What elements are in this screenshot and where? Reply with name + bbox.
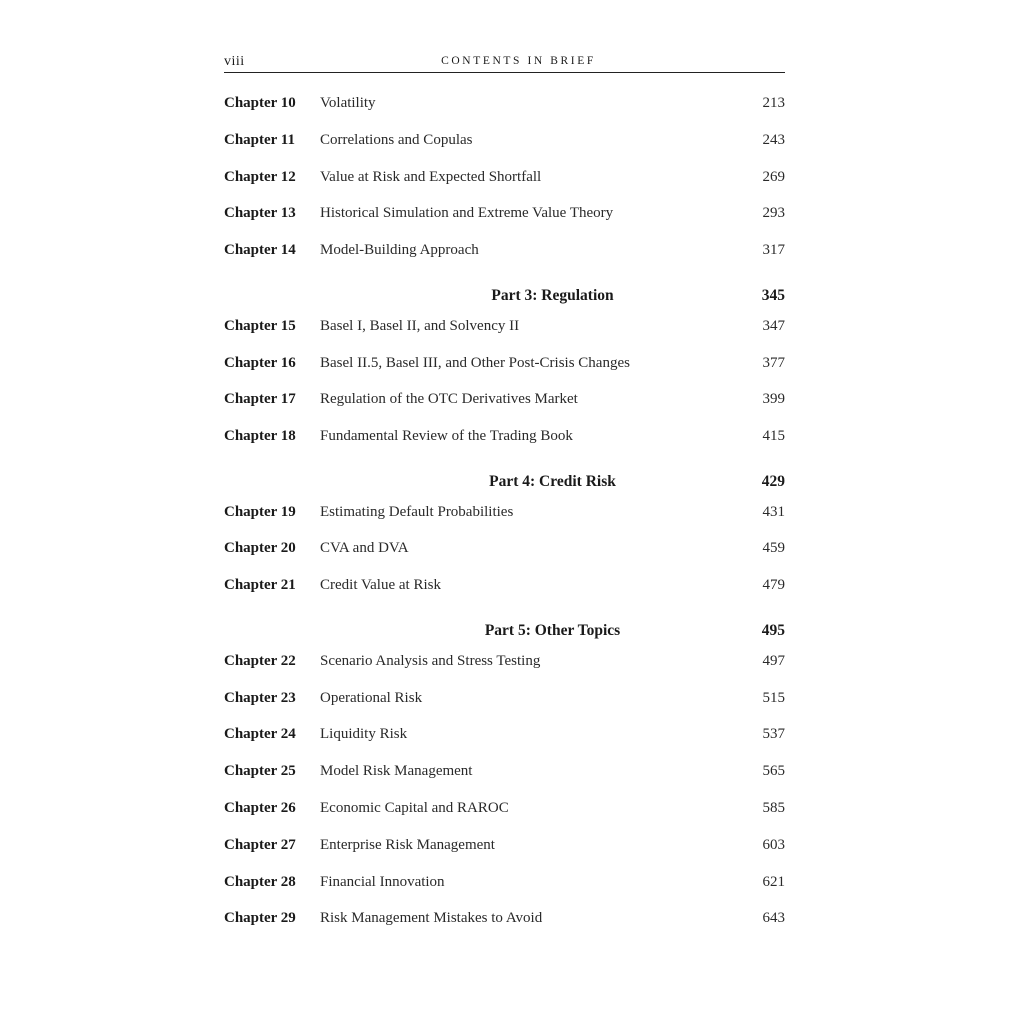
chapter-row <box>224 651 785 671</box>
chapter-label: Chapter 21 <box>224 577 296 594</box>
chapter-page-number: 415 <box>762 428 785 445</box>
chapter-row <box>224 688 785 708</box>
chapter-title: Model-Building Approach <box>320 242 479 259</box>
chapter-page-number: 603 <box>762 836 785 853</box>
chapter-page-number: 317 <box>762 242 785 259</box>
chapter-label: Chapter 26 <box>224 799 296 816</box>
chapter-title: Regulation of the OTC Derivatives Market <box>320 391 578 408</box>
chapter-page-number: 399 <box>762 391 785 408</box>
chapter-page-number: 497 <box>762 652 785 669</box>
chapter-title: CVA and DVA <box>320 540 409 557</box>
chapter-label: Chapter 20 <box>224 540 296 557</box>
part-heading <box>224 286 785 306</box>
part-page-number: 495 <box>761 621 785 639</box>
chapter-row <box>224 426 785 446</box>
chapter-label: Chapter 14 <box>224 242 296 259</box>
part-title: Part 4: Credit Risk <box>489 472 616 490</box>
chapter-title: Fundamental Review of the Trading Book <box>320 428 573 445</box>
page-number: viii <box>224 54 245 69</box>
chapter-page-number: 479 <box>762 577 785 594</box>
chapter-page-number: 377 <box>762 354 785 371</box>
chapter-title: Liquidity Risk <box>320 726 408 743</box>
chapter-label: Chapter 29 <box>224 910 296 927</box>
part-title: Part 5: Other Topics <box>484 621 621 639</box>
chapter-row <box>224 130 785 150</box>
chapter-title: Risk Management Mistakes to Avoid <box>320 910 543 927</box>
part-page-number: 345 <box>761 286 785 304</box>
chapter-title: Basel I, Basel II, and Solvency II <box>320 317 520 334</box>
chapter-row <box>224 908 785 928</box>
chapter-title: Correlations and Copulas <box>320 131 473 148</box>
chapter-label: Chapter 17 <box>224 391 296 408</box>
chapter-row <box>224 872 785 892</box>
chapter-page-number: 537 <box>762 726 785 743</box>
chapter-page-number: 585 <box>762 799 785 816</box>
chapter-label: Chapter 25 <box>224 763 296 780</box>
chapter-page-number: 643 <box>762 910 785 927</box>
chapter-row <box>224 353 785 373</box>
chapter-page-number: 515 <box>762 689 785 706</box>
chapter-row <box>224 724 785 744</box>
part-page-number: 429 <box>761 472 785 490</box>
chapter-row <box>224 835 785 855</box>
chapter-title: Operational Risk <box>320 689 423 706</box>
chapter-title: Financial Innovation <box>320 873 445 890</box>
running-title: CONTENTS IN BRIEF <box>441 55 596 67</box>
chapter-label: Chapter 10 <box>224 95 296 111</box>
chapter-row <box>224 316 785 336</box>
chapter-title: Volatility <box>320 95 376 111</box>
chapter-row <box>224 167 785 187</box>
running-head <box>224 52 785 73</box>
chapter-row <box>224 502 785 522</box>
chapter-page-number: 269 <box>762 168 785 185</box>
part-heading <box>224 621 785 641</box>
chapter-label: Chapter 13 <box>224 205 296 222</box>
chapter-label: Chapter 22 <box>224 652 296 669</box>
chapter-row <box>224 93 785 113</box>
chapter-row <box>224 761 785 781</box>
chapter-row <box>224 389 785 409</box>
chapter-page-number: 243 <box>762 131 785 148</box>
chapter-label: Chapter 28 <box>224 873 296 890</box>
chapter-label: Chapter 18 <box>224 428 296 445</box>
chapter-row <box>224 575 785 595</box>
chapter-page-number: 293 <box>762 205 785 222</box>
chapter-label: Chapter 16 <box>224 354 296 371</box>
chapter-title: Economic Capital and RAROC <box>320 799 509 816</box>
chapter-label: Chapter 23 <box>224 689 296 706</box>
chapter-row <box>224 203 785 223</box>
part-heading <box>224 472 785 492</box>
chapter-row <box>224 240 785 260</box>
chapter-page-number: 621 <box>762 873 785 890</box>
chapter-label: Chapter 24 <box>224 726 296 743</box>
chapter-page-number: 347 <box>762 317 785 334</box>
chapter-page-number: 431 <box>762 503 785 520</box>
chapter-label: Chapter 11 <box>224 131 295 148</box>
chapter-label: Chapter 12 <box>224 168 296 185</box>
chapter-label: Chapter 27 <box>224 836 296 853</box>
part-title: Part 3: Regulation <box>491 286 614 304</box>
chapter-title: Value at Risk and Expected Shortfall <box>320 168 542 185</box>
chapter-row <box>224 538 785 558</box>
chapter-page-number: 213 <box>762 95 785 111</box>
chapter-label: Chapter 15 <box>224 317 296 334</box>
chapter-label: Chapter 19 <box>224 503 296 520</box>
chapter-title: Historical Simulation and Extreme Value Theory <box>320 205 614 222</box>
chapter-title: Estimating Default Probabilities <box>320 503 514 520</box>
chapter-title: Scenario Analysis and Stress Testing <box>320 652 541 669</box>
chapter-page-number: 459 <box>762 540 785 557</box>
chapter-title: Basel II.5, Basel III, and Other Post-Crisis Changes <box>320 354 630 371</box>
chapter-title: Model Risk Management <box>320 763 473 780</box>
chapter-title: Credit Value at Risk <box>320 577 441 594</box>
chapter-title: Enterprise Risk Management <box>320 836 495 853</box>
chapter-page-number: 565 <box>762 763 785 780</box>
contents-page <box>224 52 785 927</box>
chapter-row <box>224 798 785 818</box>
